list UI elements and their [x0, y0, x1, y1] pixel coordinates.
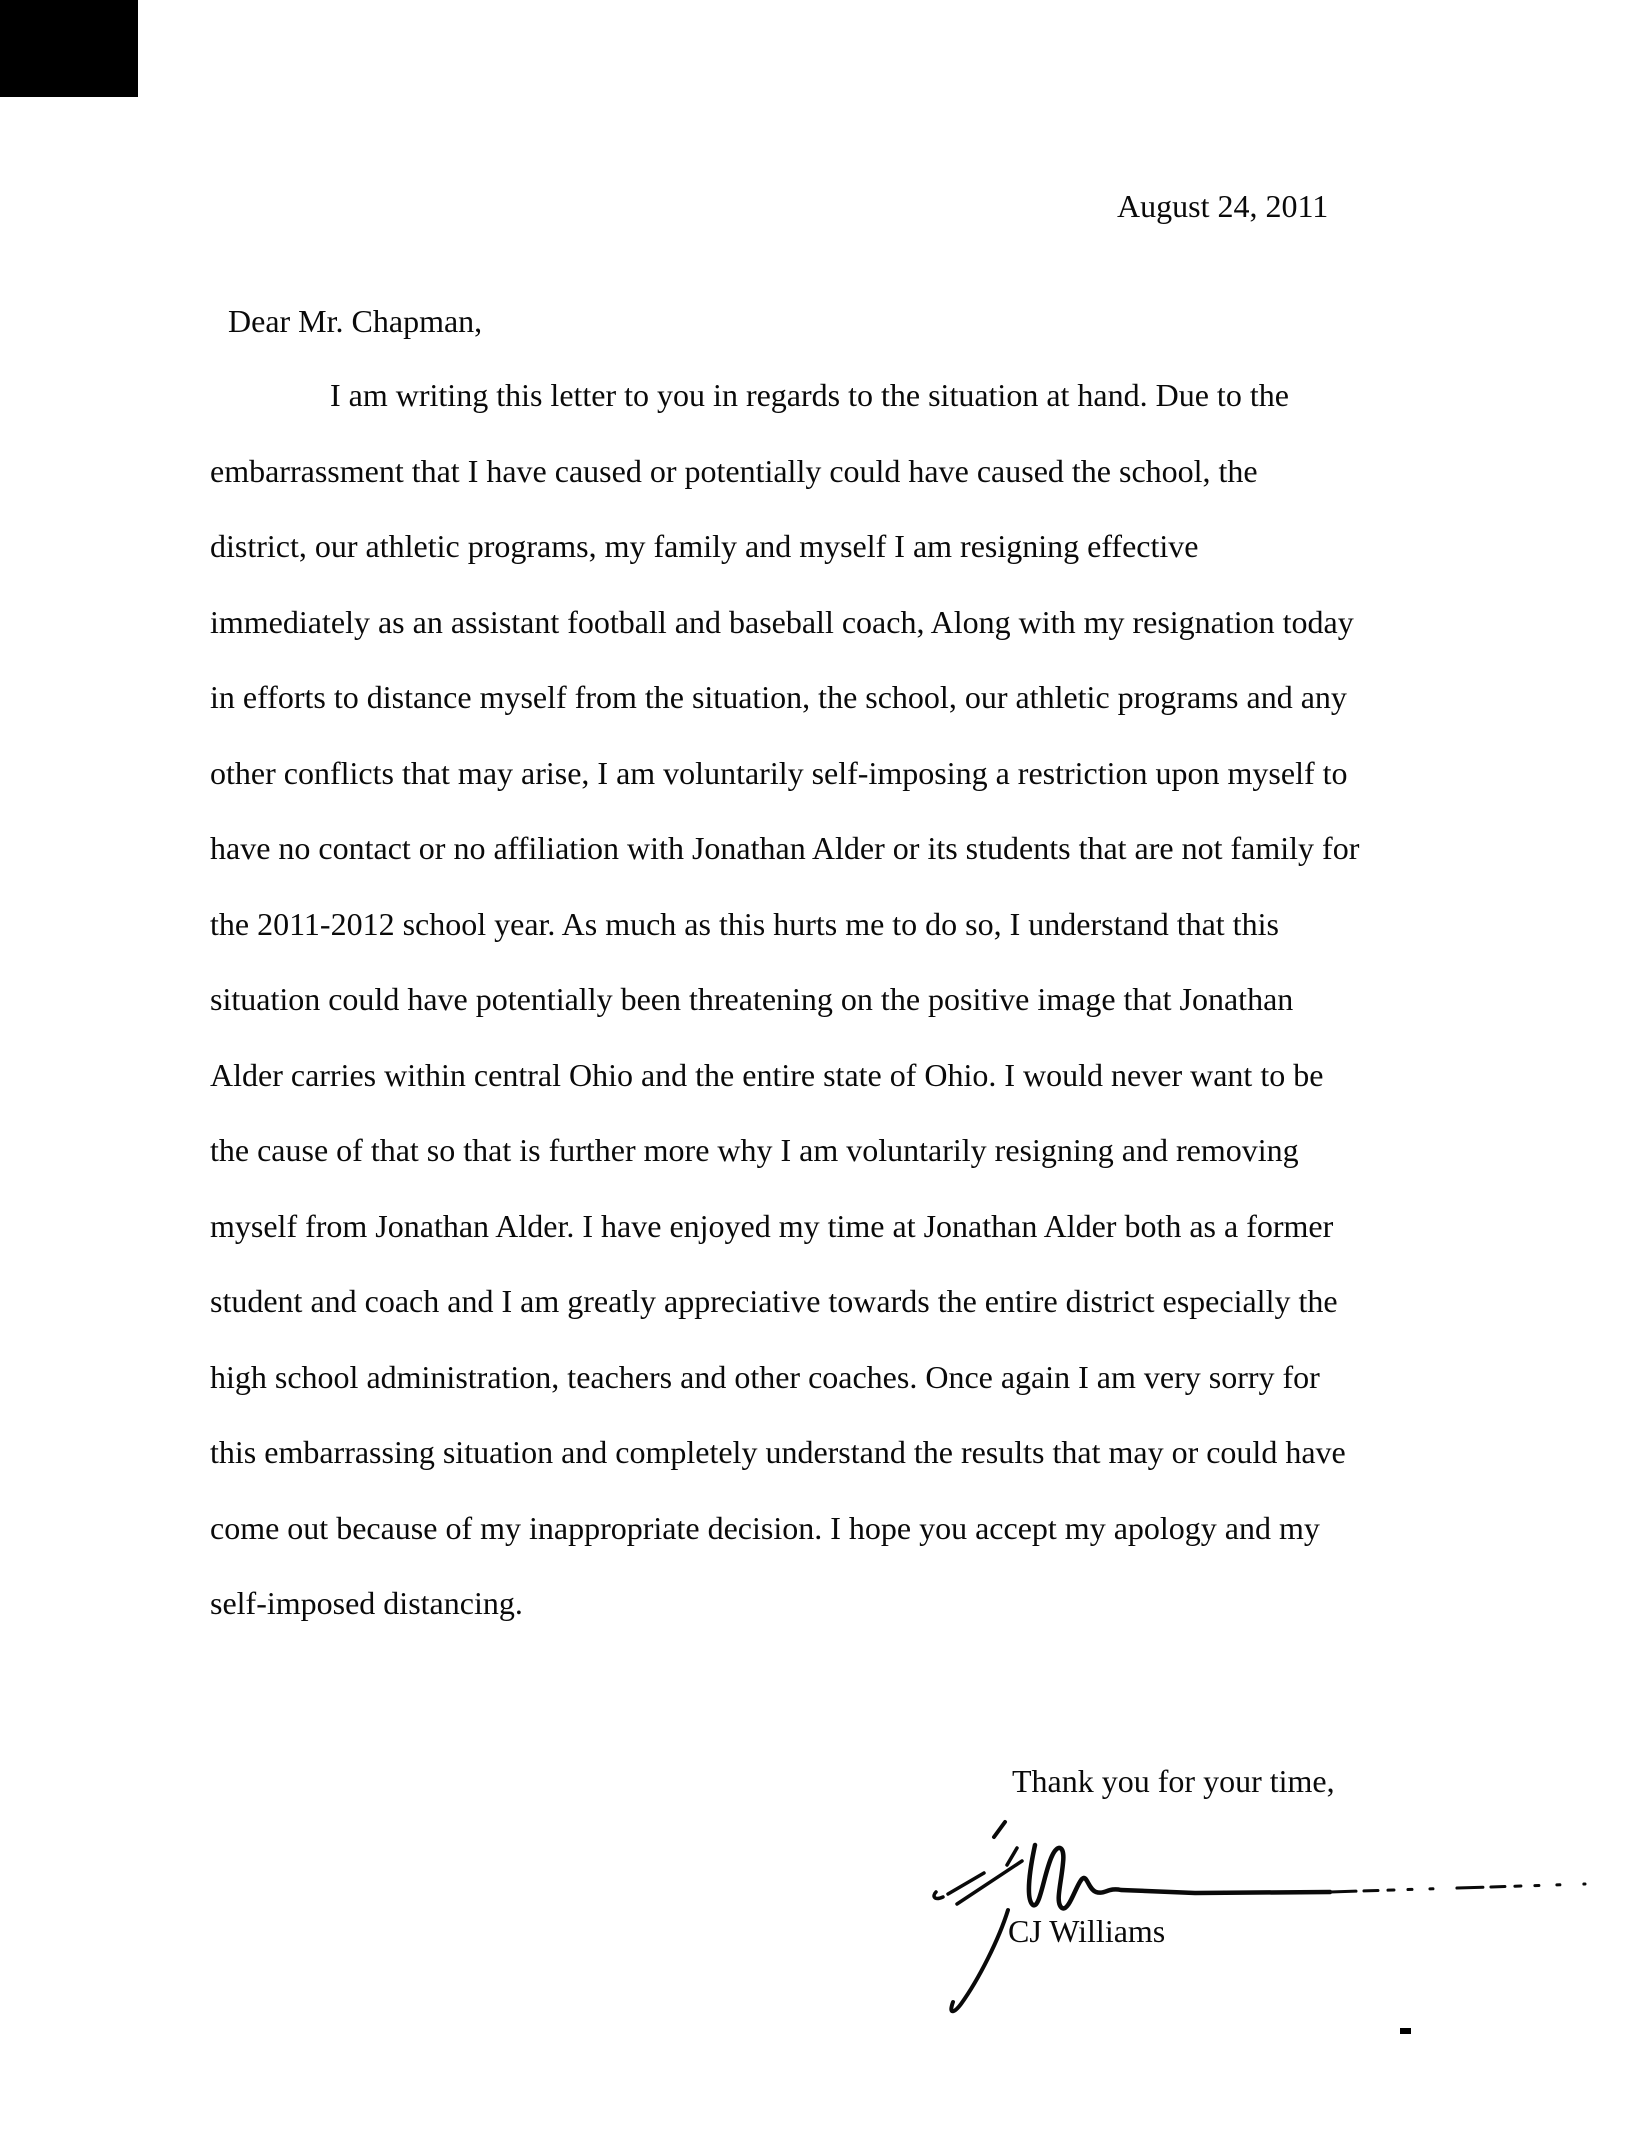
signature-name: CJ Williams — [1008, 1913, 1166, 1949]
body-line: district, our athletic programs, my family and myself I am resigning effective — [210, 528, 1199, 564]
letter-body — [210, 358, 1470, 1642]
scan-corner-artifact — [0, 0, 138, 97]
body-line: high school administration, teachers and other coaches. Once again I am very sorry for — [210, 1358, 1320, 1395]
scan-speck-artifact — [1400, 2028, 1411, 2034]
body-line: have no contact or no affiliation with Jonathan Alder or its students that are not family for — [210, 830, 1360, 866]
body-line: myself from Jonathan Alder. I have enjoyed my time at Jonathan Alder both as a former — [210, 1207, 1334, 1244]
body-line: immediately as an assistant football and baseball coach, Along with my resignation today — [210, 603, 1354, 640]
body-line: in efforts to distance myself from the situation, the school, our athletic programs and any — [210, 679, 1347, 715]
closing-line: Thank you for your time, — [1012, 1763, 1335, 1799]
body-line: situation could have potentially been threatening on the positive image that Jonathan — [210, 981, 1294, 1017]
body-line: self-imposed distancing. — [210, 1585, 523, 1621]
body-line: come out because of my inappropriate decision. I hope you accept my apology and my — [210, 1509, 1320, 1546]
body-line: I am writing this letter to you in regards to the situation at hand. Due to the — [330, 377, 1289, 413]
body-line: the 2011-2012 school year. As much as this hurts me to do so, I understand that this — [210, 905, 1279, 942]
body-line: student and coach and I am greatly appreciative towards the entire district especially the — [210, 1283, 1338, 1319]
body-line: embarrassment that I have caused or potentially could have caused the school, the — [210, 452, 1258, 489]
letter-date: August 24, 2011 — [1117, 188, 1329, 224]
body-line: the cause of that so that is further more why I am voluntarily resigning and removing — [210, 1132, 1299, 1168]
body-line: other conflicts that may arise, I am voluntarily self-imposing a restriction upon myself to — [210, 754, 1348, 791]
body-line: this embarrassing situation and completely understand the results that may or could have — [210, 1434, 1346, 1470]
salutation: Dear Mr. Chapman, — [228, 303, 483, 339]
body-line: Alder carries within central Ohio and the entire state of Ohio. I would never want to be — [210, 1056, 1324, 1093]
